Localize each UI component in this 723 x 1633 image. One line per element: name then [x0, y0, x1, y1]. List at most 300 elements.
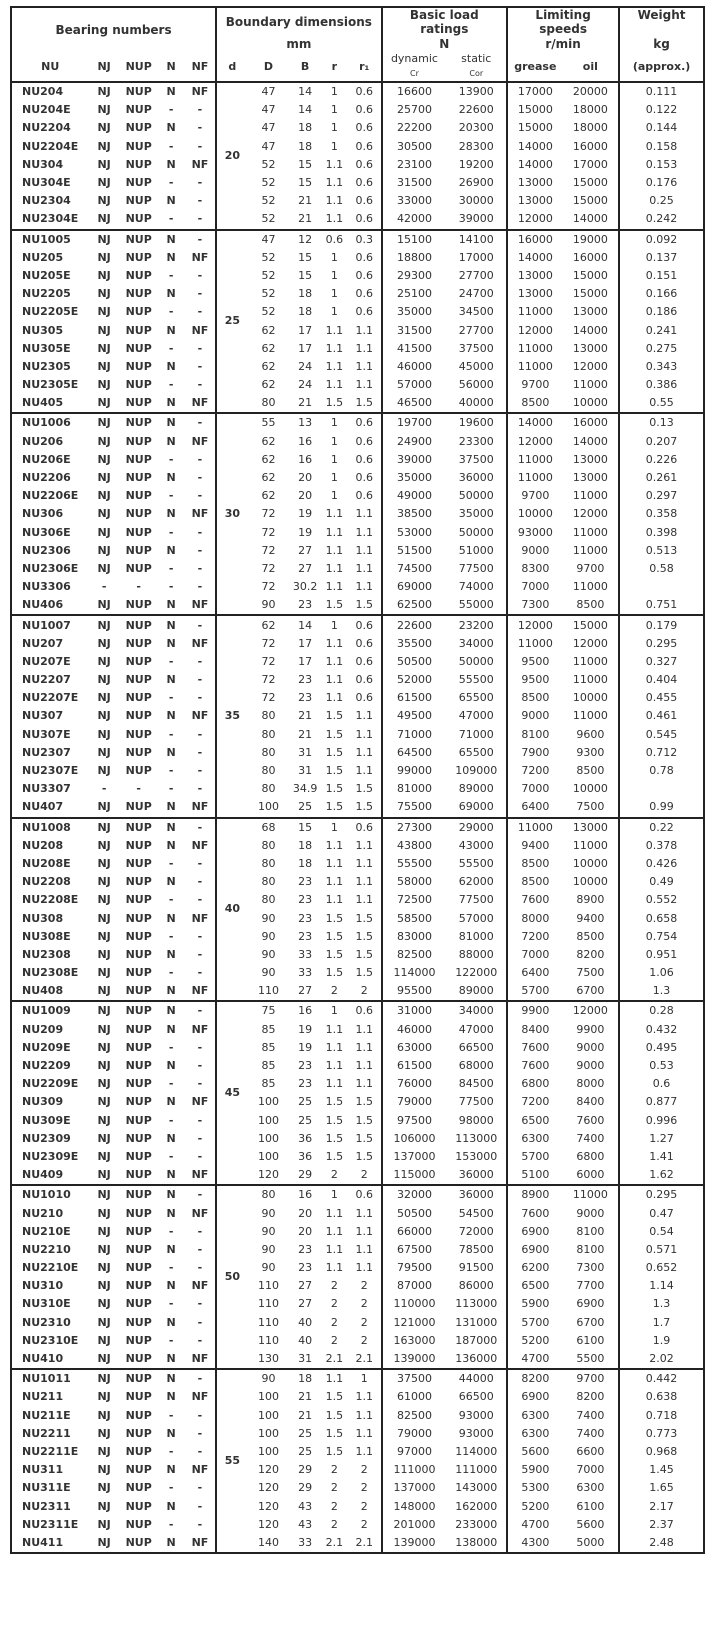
nj-cell: NJ [97, 1426, 111, 1440]
dynamic-load-cell: 58500 [396, 911, 432, 925]
table-row [11, 1223, 704, 1241]
grease-speed-cell: 7600 [521, 1040, 550, 1054]
n-cell: - [168, 212, 174, 226]
r-cell: 1.5 [325, 1149, 344, 1163]
bearing-number-cell: NU2209E [22, 1077, 79, 1091]
dynamic-load-cell: 50500 [396, 654, 432, 668]
table-row [11, 469, 704, 487]
grease-speed-cell: 5900 [521, 1463, 550, 1477]
nup-cell: NUP [125, 709, 152, 723]
width-cell: 15 [298, 157, 313, 171]
bearing-number-cell: NU304E [22, 176, 71, 190]
nj-cell: NJ [97, 121, 111, 135]
bearing-number-cell: NU309 [22, 1095, 64, 1109]
r-cell: 1.1 [325, 893, 344, 907]
r-cell: 1.1 [325, 176, 344, 190]
n-cell: N [166, 984, 176, 998]
r1-cell: 1.1 [348, 873, 382, 891]
nf-cell: - [185, 210, 216, 229]
nf-cell: - [185, 855, 216, 873]
r1-cell: 2 [348, 1516, 382, 1534]
dynamic-load-cell: 42000 [396, 212, 432, 226]
nj-cell: NJ [88, 615, 119, 634]
outer-diameter-cell: 120 [257, 1481, 279, 1495]
nf-cell: NF [185, 1166, 216, 1185]
header-rmin-unit: r/min [507, 36, 619, 52]
grease-speed-cell: 9700 [521, 378, 550, 392]
static-load-cell: 81000 [446, 928, 507, 946]
oil-speed-cell: 11000 [563, 376, 620, 394]
grease-speed-cell: 8500 [521, 396, 550, 410]
outer-diameter-cell: 80 [261, 856, 276, 870]
dynamic-load-cell: 72500 [396, 893, 432, 907]
table-row [11, 285, 704, 303]
grease-speed-cell: 11000 [517, 359, 553, 373]
n-cell: N [166, 1206, 176, 1220]
nj-cell: NJ [97, 800, 111, 814]
table-row [11, 689, 704, 707]
dynamic-load-cell: 67500 [396, 1242, 432, 1256]
dynamic-load-cell: 61000 [396, 1390, 432, 1404]
r-cell: 1.5 [325, 1444, 344, 1458]
table-row [11, 1204, 704, 1222]
nf-cell: - [185, 1295, 216, 1313]
width-cell: 34.9 [292, 782, 318, 796]
r-cell: 1.1 [321, 1369, 348, 1388]
r-cell: 1.1 [325, 1261, 344, 1275]
bearing-number-cell: NU2307E [22, 764, 79, 778]
oil-speed-cell: 15000 [563, 267, 620, 285]
weight-cell: 0.28 [619, 1001, 704, 1020]
nf-cell: NF [185, 1204, 216, 1222]
nf-cell: - [185, 1314, 216, 1332]
outer-diameter-cell: 90 [261, 1206, 276, 1220]
oil-speed-cell: 8900 [563, 891, 620, 909]
nup-cell: NUP [120, 818, 158, 837]
dynamic-load-cell: 66000 [396, 1224, 432, 1238]
weight-cell: 1.06 [649, 966, 674, 980]
static-load-cell: 40000 [446, 394, 507, 413]
nj-cell: NJ [97, 543, 111, 557]
static-load-cell: 51000 [446, 542, 507, 560]
static-load-cell: 37500 [446, 340, 507, 358]
n-cell: - [168, 929, 174, 943]
width-cell: 40 [298, 1315, 313, 1329]
oil-speed-cell: 6000 [563, 1166, 620, 1185]
static-load-cell: 29000 [446, 818, 507, 837]
nj-cell: NJ [97, 654, 111, 668]
r1-cell: 0.6 [348, 285, 382, 303]
nf-cell: - [185, 174, 216, 192]
grease-speed-cell: 12000 [517, 323, 553, 337]
outer-diameter-cell: 62 [261, 489, 276, 503]
r-cell: 1.5 [325, 1095, 344, 1109]
outer-diameter-cell: 47 [261, 121, 276, 135]
oil-speed-cell: 6900 [563, 1295, 620, 1313]
n-cell: - [168, 1333, 174, 1347]
bearing-number-cell: NU2310 [22, 1315, 71, 1329]
width-cell: 18 [298, 856, 313, 870]
r-cell: 1.5 [325, 1390, 344, 1404]
table-row [11, 873, 704, 891]
width-cell: 14 [289, 615, 320, 634]
weight-cell: 0.49 [649, 875, 674, 889]
nup-cell: NUP [125, 489, 152, 503]
table-row [11, 1443, 704, 1461]
nf-cell: NF [185, 596, 216, 615]
n-cell: - [168, 139, 174, 153]
nj-cell: NJ [97, 673, 111, 687]
oil-speed-cell: 18000 [563, 119, 620, 137]
nj-cell: NJ [97, 1499, 111, 1513]
table-row [11, 524, 704, 542]
bore-diameter-cell: 20 [216, 82, 247, 230]
oil-speed-cell: 11000 [563, 542, 620, 560]
n-cell: N [166, 121, 176, 135]
n-cell: - [168, 268, 174, 282]
weight-cell: 0.404 [645, 673, 678, 687]
weight-cell: 0.426 [645, 856, 678, 870]
r1-cell: 1 [348, 1369, 382, 1388]
r-cell: 1.5 [325, 1408, 344, 1422]
grease-speed-cell: 9000 [521, 709, 550, 723]
dynamic-load-cell: 64500 [396, 745, 432, 759]
nj-cell: NJ [97, 1040, 111, 1054]
dynamic-load-cell: 61500 [396, 691, 432, 705]
static-load-cell: 36000 [446, 1166, 507, 1185]
static-load-cell: 26900 [446, 174, 507, 192]
grease-speed-cell: 7200 [521, 929, 550, 943]
r1-cell: 1.1 [348, 1388, 382, 1406]
static-load-cell: 77500 [446, 560, 507, 578]
weight-cell: 1.7 [652, 1315, 671, 1329]
bearing-number-cell: NU2305E [22, 378, 79, 392]
nf-cell: NF [185, 505, 216, 523]
table-row [11, 744, 704, 762]
width-cell: 18 [298, 838, 313, 852]
grease-speed-cell: 5100 [521, 1168, 550, 1182]
nup-cell: NUP [125, 966, 152, 980]
nj-cell: NJ [97, 1022, 111, 1036]
bearing-number-cell: NU211 [22, 1390, 64, 1404]
grease-speed-cell: 11000 [507, 818, 562, 837]
grease-speed-cell: 5600 [521, 1444, 550, 1458]
weight-cell: 0.47 [649, 1206, 674, 1220]
r-cell: 1 [330, 489, 338, 503]
bearing-number-cell: NU209E [22, 1040, 71, 1054]
n-cell: N [166, 287, 176, 301]
static-load-cell: 19600 [446, 413, 507, 432]
grease-speed-cell: 5200 [521, 1499, 550, 1513]
outer-diameter-cell: 62 [261, 341, 276, 355]
static-load-cell: 36000 [446, 1185, 507, 1204]
outer-diameter-cell: 52 [261, 212, 276, 226]
dynamic-load-cell: 61500 [396, 1059, 432, 1073]
static-load-cell: 62000 [446, 873, 507, 891]
bearing-number-cell: NU2304E [22, 212, 79, 226]
r1-cell: 2 [348, 1166, 382, 1185]
static-load-cell: 162000 [446, 1497, 507, 1515]
width-cell: 14 [289, 82, 320, 101]
static-load-cell: 55500 [446, 855, 507, 873]
static-load-cell: 74000 [446, 578, 507, 596]
nj-cell: NJ [97, 396, 111, 410]
static-load-cell: 66500 [446, 1388, 507, 1406]
width-cell: 24 [298, 359, 313, 373]
width-cell: 16 [289, 1001, 320, 1020]
bearing-number-cell: NU306 [22, 507, 64, 521]
nf-cell: - [185, 1057, 216, 1075]
bearing-number-cell: NU2207E [22, 691, 79, 705]
outer-diameter-cell: 100 [257, 1426, 279, 1440]
table-row [11, 1516, 704, 1534]
static-load-cell: 22600 [446, 101, 507, 119]
n-cell: - [168, 727, 174, 741]
nup-cell: NUP [125, 1149, 152, 1163]
table-row [11, 210, 704, 229]
weight-cell: 0.295 [619, 1185, 704, 1204]
bearing-number-cell: NU2207 [22, 673, 71, 687]
header-basic-load-ratings [382, 7, 508, 36]
grease-speed-cell: 11000 [517, 452, 553, 466]
oil-speed-cell: 11000 [563, 578, 620, 596]
width-cell: 25 [298, 1113, 313, 1127]
nj-cell: NJ [97, 1517, 111, 1531]
static-load-cell: 50000 [446, 653, 507, 671]
bearing-number-cell: NU204E [22, 103, 71, 117]
table-row [11, 1148, 704, 1166]
nup-cell: NUP [125, 1261, 152, 1275]
nf-cell: NF [185, 433, 216, 451]
weight-cell: 0.176 [645, 176, 678, 190]
n-cell: - [168, 176, 174, 190]
bearing-number-cell: NU209 [22, 1022, 64, 1036]
n-cell: N [166, 543, 176, 557]
dynamic-load-cell: 137000 [393, 1149, 436, 1163]
dynamic-load-cell: 99000 [396, 764, 432, 778]
nj-cell: NJ [97, 1297, 111, 1311]
nup-cell: NUP [125, 1463, 152, 1477]
width-cell: 27 [298, 1297, 313, 1311]
dynamic-load-cell: 35000 [396, 471, 432, 485]
width-cell: 23 [298, 1059, 313, 1073]
outer-diameter-cell: 52 [261, 194, 276, 208]
n-cell: - [168, 561, 174, 575]
grease-speed-cell: 7000 [521, 782, 550, 796]
n-cell: N [166, 1095, 176, 1109]
outer-diameter-cell: 110 [257, 1297, 279, 1311]
r-cell: 1.1 [325, 1242, 344, 1256]
n-cell: N [166, 800, 176, 814]
oil-speed-cell: 6600 [563, 1443, 620, 1461]
nup-cell: NUP [125, 1022, 152, 1036]
bearing-number-cell: NU2204E [22, 139, 79, 153]
dynamic-load-cell: 79500 [396, 1261, 432, 1275]
nf-cell: - [185, 818, 216, 837]
nf-cell: - [185, 1332, 216, 1350]
r-cell: 2 [330, 1279, 338, 1293]
grease-speed-cell: 7600 [521, 893, 550, 907]
weight-cell: 0.55 [649, 396, 674, 410]
grease-speed-cell: 8900 [507, 1185, 562, 1204]
nup-cell: NUP [125, 1517, 152, 1531]
weight-cell: 1.41 [649, 1149, 674, 1163]
nup-cell: NUP [125, 1390, 152, 1404]
nf-cell: - [185, 542, 216, 560]
outer-diameter-cell: 120 [257, 1463, 279, 1477]
nf-cell: NF [185, 1388, 216, 1406]
bearing-number-cell: NU1007 [11, 615, 88, 634]
r1-cell: 1.5 [348, 1093, 382, 1111]
weight-cell: 0.122 [645, 103, 678, 117]
table-row [11, 451, 704, 469]
weight-cell: 0.151 [645, 268, 678, 282]
weight-cell: 0.343 [645, 359, 678, 373]
table-row [11, 1295, 704, 1313]
outer-diameter-cell: 80 [261, 764, 276, 778]
table-row [11, 376, 704, 394]
width-cell: 18 [298, 305, 313, 319]
n-cell: N [158, 1369, 185, 1388]
header-kg-unit: kg [653, 37, 670, 51]
n-cell: N [166, 194, 176, 208]
r-cell: 1.5 [325, 1131, 344, 1145]
header-boundary-dimensions: Boundary dimensions [216, 7, 381, 36]
nj-cell: NJ [97, 1113, 111, 1127]
nj-cell: NJ [97, 1481, 111, 1495]
grease-speed-cell: 9000 [521, 543, 550, 557]
weight-cell: 0.58 [649, 561, 674, 575]
nup-cell: NUP [125, 507, 152, 521]
oil-speed-cell: 7000 [563, 1461, 620, 1479]
nup-cell: NUP [125, 1168, 152, 1182]
static-load-cell: 93000 [446, 1407, 507, 1425]
outer-diameter-cell: 120 [257, 1517, 279, 1531]
nup-cell: NUP [125, 984, 152, 998]
r-cell: 1.1 [325, 1059, 344, 1073]
nup-cell: NUP [125, 856, 152, 870]
static-load-cell: 43000 [446, 837, 507, 855]
n-cell: - [168, 341, 174, 355]
width-cell: 23 [298, 1242, 313, 1256]
grease-speed-cell: 7600 [521, 1206, 550, 1220]
width-cell: 23 [298, 911, 313, 925]
width-cell: 20 [298, 489, 313, 503]
static-load-cell: 65500 [446, 744, 507, 762]
grease-speed-cell: 5700 [521, 984, 550, 998]
nj-cell: - [101, 580, 107, 594]
dynamic-load-cell: 106000 [393, 1131, 436, 1145]
width-cell: 24 [298, 378, 313, 392]
nf-cell: NF [185, 321, 216, 339]
table-row [11, 487, 704, 505]
weight-cell: 2.48 [649, 1535, 674, 1549]
oil-speed-cell: 7400 [563, 1425, 620, 1443]
nup-cell: NUP [125, 176, 152, 190]
nf-cell: - [185, 1001, 216, 1020]
width-cell: 30.2 [292, 580, 318, 594]
width-cell: 21 [298, 1408, 313, 1422]
oil-speed-cell: 5500 [563, 1350, 620, 1369]
nup-cell: NUP [125, 1131, 152, 1145]
bearing-number-cell: NU304 [22, 157, 64, 171]
nup-cell: NUP [125, 103, 152, 117]
grease-speed-cell: 5900 [521, 1297, 550, 1311]
r1-cell: 1.5 [348, 394, 382, 413]
r-cell: 1.1 [325, 194, 344, 208]
grease-speed-cell: 5700 [521, 1149, 550, 1163]
grease-speed-cell: 6300 [521, 1408, 550, 1422]
static-load-cell: 44000 [446, 1369, 507, 1388]
weight-cell: 0.25 [649, 194, 674, 208]
r-cell: 2 [330, 1463, 338, 1477]
n-cell: - [168, 782, 174, 796]
grease-speed-cell: 6500 [521, 1279, 550, 1293]
static-load-cell: 55000 [446, 596, 507, 615]
r-cell: 1.1 [325, 212, 344, 226]
r-cell: 1 [330, 471, 338, 485]
n-cell: N [166, 636, 176, 650]
nf-cell: NF [185, 1093, 216, 1111]
r1-cell: 0.6 [348, 156, 382, 174]
table-row [11, 1241, 704, 1259]
r1-cell: 1.1 [348, 1057, 382, 1075]
outer-diameter-cell: 110 [257, 984, 279, 998]
nf-cell: - [185, 192, 216, 210]
table-row [11, 1277, 704, 1295]
dynamic-load-cell: 82500 [396, 947, 432, 961]
nj-cell: NJ [97, 1149, 111, 1163]
nup-cell: - [136, 580, 141, 594]
r-cell: 2 [330, 1499, 338, 1513]
oil-speed-cell: 16000 [563, 249, 620, 267]
oil-speed-cell: 11000 [563, 487, 620, 505]
col-cr-label: Cr [410, 69, 419, 78]
width-cell: 23 [298, 1261, 313, 1275]
width-cell: 16 [298, 434, 313, 448]
r-cell: 1 [330, 103, 338, 117]
outer-diameter-cell: 90 [261, 966, 276, 980]
table-row [11, 174, 704, 192]
r-cell: 2 [330, 1297, 338, 1311]
dynamic-load-cell: 49500 [396, 709, 432, 723]
outer-diameter-cell: 90 [261, 929, 276, 943]
nj-cell: NJ [97, 139, 111, 153]
grease-speed-cell: 16000 [507, 230, 562, 249]
width-cell: 14 [298, 103, 313, 117]
static-load-cell: 27700 [446, 321, 507, 339]
nj-cell: NJ [97, 598, 111, 612]
header-weight: Weight [637, 8, 686, 22]
n-cell: N [166, 359, 176, 373]
dynamic-load-cell: 115000 [393, 1168, 436, 1182]
dynamic-load-cell: 75500 [396, 800, 432, 814]
n-cell: - [168, 1517, 174, 1531]
outer-diameter-cell: 52 [261, 268, 276, 282]
dynamic-load-cell: 31500 [396, 323, 432, 337]
outer-diameter-cell: 72 [261, 636, 276, 650]
table-row [11, 578, 704, 596]
outer-diameter-cell: 52 [261, 250, 276, 264]
bearing-number-cell: NU2208 [22, 875, 71, 889]
n-cell: N [158, 82, 185, 101]
static-load-cell: 36000 [446, 469, 507, 487]
dynamic-load-cell: 50500 [396, 1206, 432, 1220]
oil-speed-cell: 13000 [563, 340, 620, 358]
dynamic-load-cell: 137000 [393, 1481, 436, 1495]
outer-diameter-cell: 80 [261, 745, 276, 759]
nj-cell: NJ [97, 893, 111, 907]
